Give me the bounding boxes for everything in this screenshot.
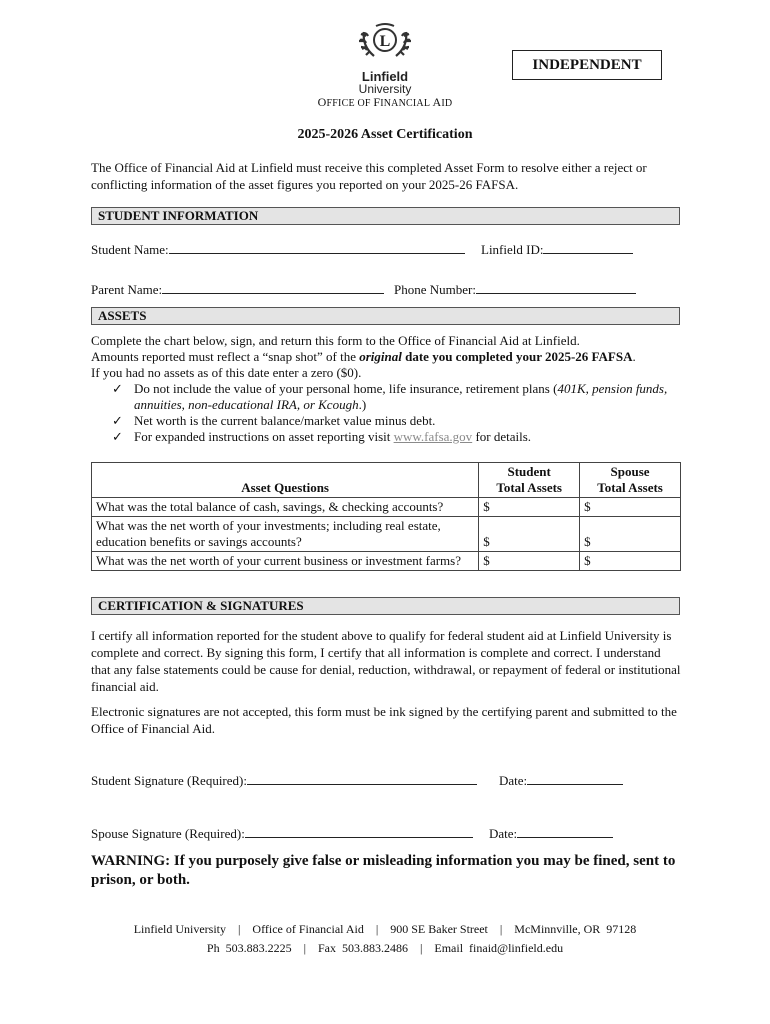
footer-contact: Ph 503.883.2225 | Fax 503.883.2486 | Email finaid@linfield.edu bbox=[206, 941, 564, 955]
col-asset-questions: Asset Questions bbox=[92, 463, 479, 498]
intro-paragraph: The Office of Financial Aid at Linfield must receive this completed Asset Form to resolve either a reject or conflicting information of the asset figures you reported on your 2025-26 FAFSA. bbox=[91, 160, 647, 192]
col-student-total: Student Total Assets bbox=[479, 463, 580, 498]
date-label: Date: bbox=[499, 773, 528, 788]
student-date-field[interactable] bbox=[499, 773, 623, 789]
date-label: Date: bbox=[489, 826, 518, 841]
spouse-amount-input[interactable]: $ bbox=[580, 552, 681, 571]
phone-number-field[interactable] bbox=[394, 282, 636, 298]
checkmark-icon: ✓ bbox=[112, 381, 123, 396]
student-signature-label: Student Signature (Required): bbox=[91, 773, 247, 788]
ink-signature-notice: Electronic signatures are not accepted, this form must be ink signed by the certifying parent and submitted to the Office of Financial Aid. bbox=[91, 704, 677, 736]
parent-name-label: Parent Name: bbox=[91, 282, 163, 297]
section-assets: ASSETS bbox=[91, 307, 680, 325]
spouse-amount-input[interactable]: $ bbox=[580, 517, 681, 552]
linfield-id-label: Linfield ID: bbox=[481, 242, 544, 257]
spouse-date-field[interactable] bbox=[489, 826, 613, 842]
student-signature-field[interactable] bbox=[91, 773, 477, 789]
asset-questions-table bbox=[91, 462, 681, 571]
spouse-amount-input[interactable]: $ bbox=[580, 498, 681, 517]
asset-question: What was the net worth of your investments; including real estate, education benefits or savings accounts? bbox=[92, 517, 479, 552]
office-name: OFFICE OF FINANCIAL AID bbox=[317, 95, 453, 109]
spouse-signature-label: Spouse Signature (Required): bbox=[91, 826, 245, 841]
student-name-field[interactable] bbox=[91, 242, 465, 258]
page-title: 2025-2026 Asset Certification bbox=[297, 127, 473, 142]
linfield-id-field[interactable] bbox=[481, 242, 633, 258]
logo-name: Linfield bbox=[361, 69, 409, 84]
asset-question: What was the total balance of cash, savings, & checking accounts? bbox=[92, 498, 479, 517]
phone-number-label: Phone Number: bbox=[394, 282, 476, 297]
assets-instructions: Complete the chart below, sign, and return this form to the Office of Financial Aid at Linfield. Amounts reported must reflect a “snap shot” of the original date you completed your 2025-26 FAFSA. If you had no assets as of this date enter a zero ($0). bbox=[91, 333, 636, 380]
list-item: ✓ For expanded instructions on asset reporting visit www.fafsa.gov for details. bbox=[112, 429, 532, 444]
table-row bbox=[92, 498, 681, 517]
student-name-label: Student Name: bbox=[91, 242, 169, 257]
status-box: INDEPENDENT bbox=[512, 50, 662, 80]
university-logo bbox=[350, 22, 420, 95]
warning-text: WARNING: If you purposely give false or misleading information you may be fined, sent to prison, or both. bbox=[91, 853, 676, 888]
footer-address: Linfield University | Office of Financial Aid | 900 SE Baker Street | McMinnville, OR 97128 bbox=[133, 922, 637, 936]
checkmark-icon: ✓ bbox=[112, 413, 123, 428]
checkmark-icon: ✓ bbox=[112, 429, 123, 444]
col-spouse-total: Spouse Total Assets bbox=[580, 463, 681, 498]
certification-paragraph: I certify all information reported for the student above to qualify for federal student aid at Linfield University is complete and correct. By signing this form, I certify that all information is complete and correct. I understand that any false statements could be cause for denial, reduction, withdrawal, or repayment of federal or institutional financial aid. bbox=[91, 628, 681, 694]
laurel-crest-icon bbox=[356, 22, 414, 66]
student-amount-input[interactable]: $ bbox=[479, 517, 580, 552]
logo-monogram: L bbox=[379, 33, 391, 50]
table-header-row bbox=[92, 463, 681, 498]
asset-question: What was the net worth of your current business or investment farms? bbox=[92, 552, 479, 571]
list-item: ✓ Do not include the value of your personal home, life insurance, retirement plans (401K, pension funds, annuities, non-educational IRA, or Kcough.) bbox=[112, 381, 668, 412]
student-amount-input[interactable]: $ bbox=[479, 552, 580, 571]
section-certification: CERTIFICATION & SIGNATURES bbox=[91, 597, 680, 615]
table-row bbox=[92, 517, 681, 552]
logo-subtitle: University bbox=[358, 82, 412, 96]
section-student-information: STUDENT INFORMATION bbox=[91, 207, 680, 225]
spouse-signature-field[interactable] bbox=[91, 826, 473, 842]
table-row bbox=[92, 552, 681, 571]
assets-bullet-list bbox=[112, 381, 692, 445]
list-item: ✓ Net worth is the current balance/market value minus debt. bbox=[112, 413, 436, 428]
fafsa-link[interactable]: www.fafsa.gov bbox=[393, 429, 473, 444]
parent-name-field[interactable] bbox=[91, 282, 384, 298]
student-amount-input[interactable]: $ bbox=[479, 498, 580, 517]
